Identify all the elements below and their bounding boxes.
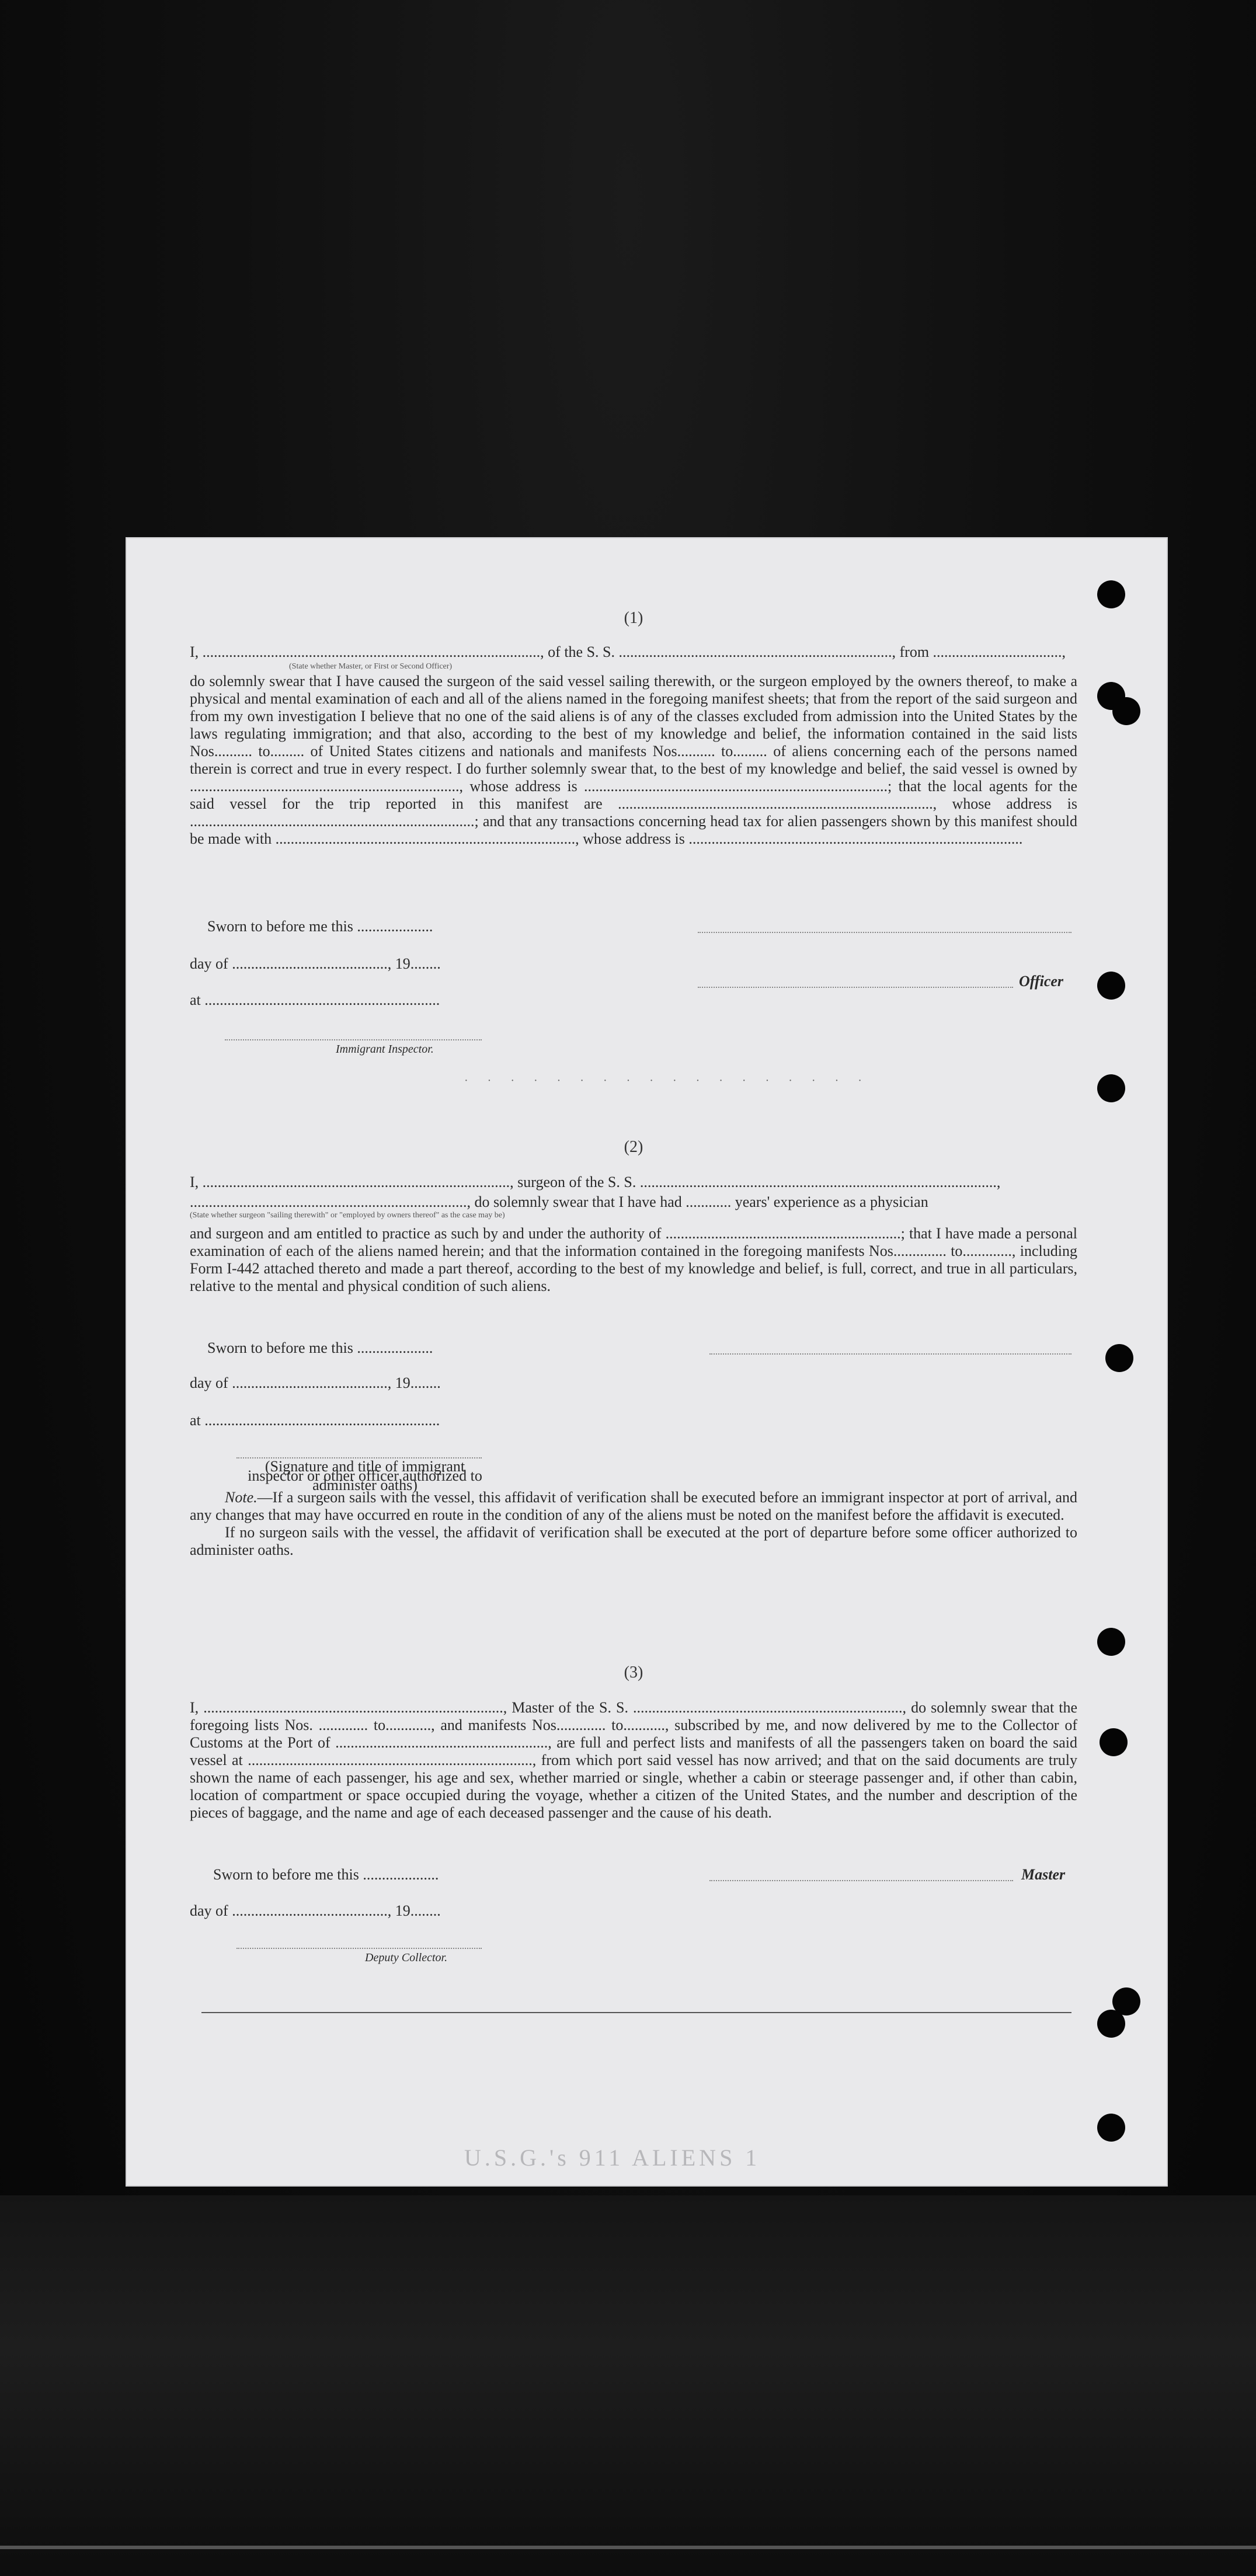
form-bottom-rule — [201, 2012, 1071, 2013]
note-text-1: —If a surgeon sails with the vessel, this affidavit of verification shall be executed before an immigrant inspector at port of arrival, and any changes that may have occurred en route in the condition of any of the aliens must be noted on the manifest before the affidavit is executed. — [190, 1489, 1077, 1523]
section-3-collector-line — [236, 1948, 482, 1949]
note-label: Note. — [225, 1489, 258, 1506]
bleedthrough-footer-text: U.S.G.'s 911 ALIENS 1 — [464, 2145, 761, 2171]
section-1-sworn: Sworn to before me this .................... — [207, 918, 433, 935]
punch-hole-icon — [1097, 1074, 1125, 1102]
section-2-note — [190, 1489, 1077, 1559]
section-1-inspector-line — [225, 1039, 482, 1040]
section-1-oath-text: do solemnly swear that I have caused the surgeon of the said vessel sailing therewith, or the surgeon employed by the owners thereof, to make a physical and mental examination of each and all of the aliens named in the foregoing manifest sheets; that from the report of the said surgeon and from my own investigation I believe that no one of the said aliens is of any of the classes excluded from admission into the United States by the laws regulating immigration; and that also, according to the best of my knowledge and belief, the information contained in the said lists Nos.......... to......... of United States citizens and nationals and manifests Nos.......... to......... of aliens concerning each of the persons named therein is correct and true in every respect. I do further solemnly swear that, to the best of my knowledge and belief, the said vessel is owned by ......................................................................., whose address is ................................................................................; that the local agents for the said vessel for the trip reported in this manifest are ..................................................................................., whose address is ...........................................................................; and that any transactions concerning head tax for alien passengers shown by this manifest should be made with ..............................................................................., whose address is ........................................................................................ — [190, 673, 1077, 847]
punch-hole-icon — [1097, 2114, 1125, 2142]
scanner-lower-band — [0, 2195, 1256, 2576]
note-text-2: If no surgeon sails with the vessel, the affidavit of verification shall be executed at the port of departure before some officer authorized to administer oaths. — [190, 1524, 1077, 1558]
section-3-oath-text: I, ..............................................................................., Master of the S. S. ......................................................................., do solemnly swear that the foregoing lists Nos. ............. to............, and manifests Nos............. to..........., subscribed by me, and now delivered by me to the Collector of Customs at the Port of ........................................................, are full and perfect lists and manifests of all the passengers taken on board the said vessel at ..........................................................................., from which port said vessel has now arrived; and that on the said documents are truly shown the name of each passenger, his age and sex, whether married or single, whether a cabin or steerage passenger and, if other than cabin, location of compartment or space occupied during the voyage, whether a citizen of the United States, and the number and description of the pieces of baggage, and the name and age of each deceased passenger and the cause of his death. — [190, 1699, 1077, 1821]
section-1-inspector-label: Immigrant Inspector. — [336, 1043, 434, 1056]
section-2-oath-text: and surgeon and am entitled to practice as such by and under the authority of ..............................................................; that I have made a personal examination of each of the aliens named herein; and that the information contained in the foregoing manifests Nos.............. to............., including Form I-442 attached thereto and made a part thereof, according to the best of my knowledge and belief, is full, correct, and true in all particulars, relative to the mental and physical condition of such aliens. — [190, 1225, 1077, 1294]
section-3-sworn: Sworn to before me this .................... — [213, 1866, 439, 1883]
punch-hole-icon — [1105, 1344, 1133, 1372]
manifest-form-sheet — [126, 537, 1168, 2187]
section-2-day: day of ........................................., 19........ — [190, 1374, 441, 1391]
section-2-surgeon-caption: (State whether surgeon "sailing therewith" or "employed by owners thereof" as the case may be) — [190, 1211, 505, 1220]
section-1-line-1: I, ........................................................................................., of the S. S. ........................................................................, from .................................., — [190, 643, 1066, 660]
section-3-number: (3) — [624, 1663, 643, 1682]
section-3-collector-label: Deputy Collector. — [365, 1951, 448, 1964]
section-2-body — [190, 1225, 1077, 1295]
section-1-officer-caption: (State whether Master, or First or Second Officer) — [289, 662, 453, 671]
section-2-sworn: Sworn to before me this .................... — [207, 1339, 433, 1356]
punch-hole-icon — [1112, 697, 1140, 725]
section-1-officer-label: Officer — [1019, 973, 1064, 990]
section-3-master-line — [709, 1880, 1013, 1881]
section-3-day: day of ........................................., 19........ — [190, 1902, 441, 1919]
section-1-body — [190, 673, 1077, 848]
punch-hole-icon — [1097, 580, 1125, 608]
section-1-officer-line — [698, 987, 1013, 988]
section-1-day: day of ........................................., 19........ — [190, 955, 441, 972]
section-1-number: (1) — [624, 609, 643, 627]
section-3-body — [190, 1699, 1077, 1822]
punch-hole-icon — [1097, 1628, 1125, 1656]
punch-hole-icon — [1097, 2010, 1125, 2038]
punch-hole-icon — [1097, 972, 1125, 1000]
section-2-signature-caption: (Signature and title of immigrant inspector or other officer authorized to administer oaths) — [248, 1458, 482, 1494]
punch-hole-icon — [1100, 1728, 1128, 1756]
section-2-at: at .............................................................. — [190, 1412, 440, 1429]
section-1-signature-line — [698, 932, 1071, 933]
section-2-line-2: ........................................................................., do solemnly swear that I have had ............ years' experience as a physician — [190, 1193, 928, 1210]
section-2-signature-line — [709, 1353, 1071, 1355]
section-2-number: (2) — [624, 1138, 643, 1156]
section-2-line-1: I, ................................................................................., surgeon of the S. S. .............................................................................................., — [190, 1174, 1001, 1190]
section-3-master-label: Master — [1021, 1866, 1066, 1883]
section-divider: · · · · · · · · · · · · · · · · · · — [464, 1074, 870, 1087]
section-1-at: at .............................................................. — [190, 991, 440, 1008]
scanner-edge-line — [0, 2546, 1256, 2549]
